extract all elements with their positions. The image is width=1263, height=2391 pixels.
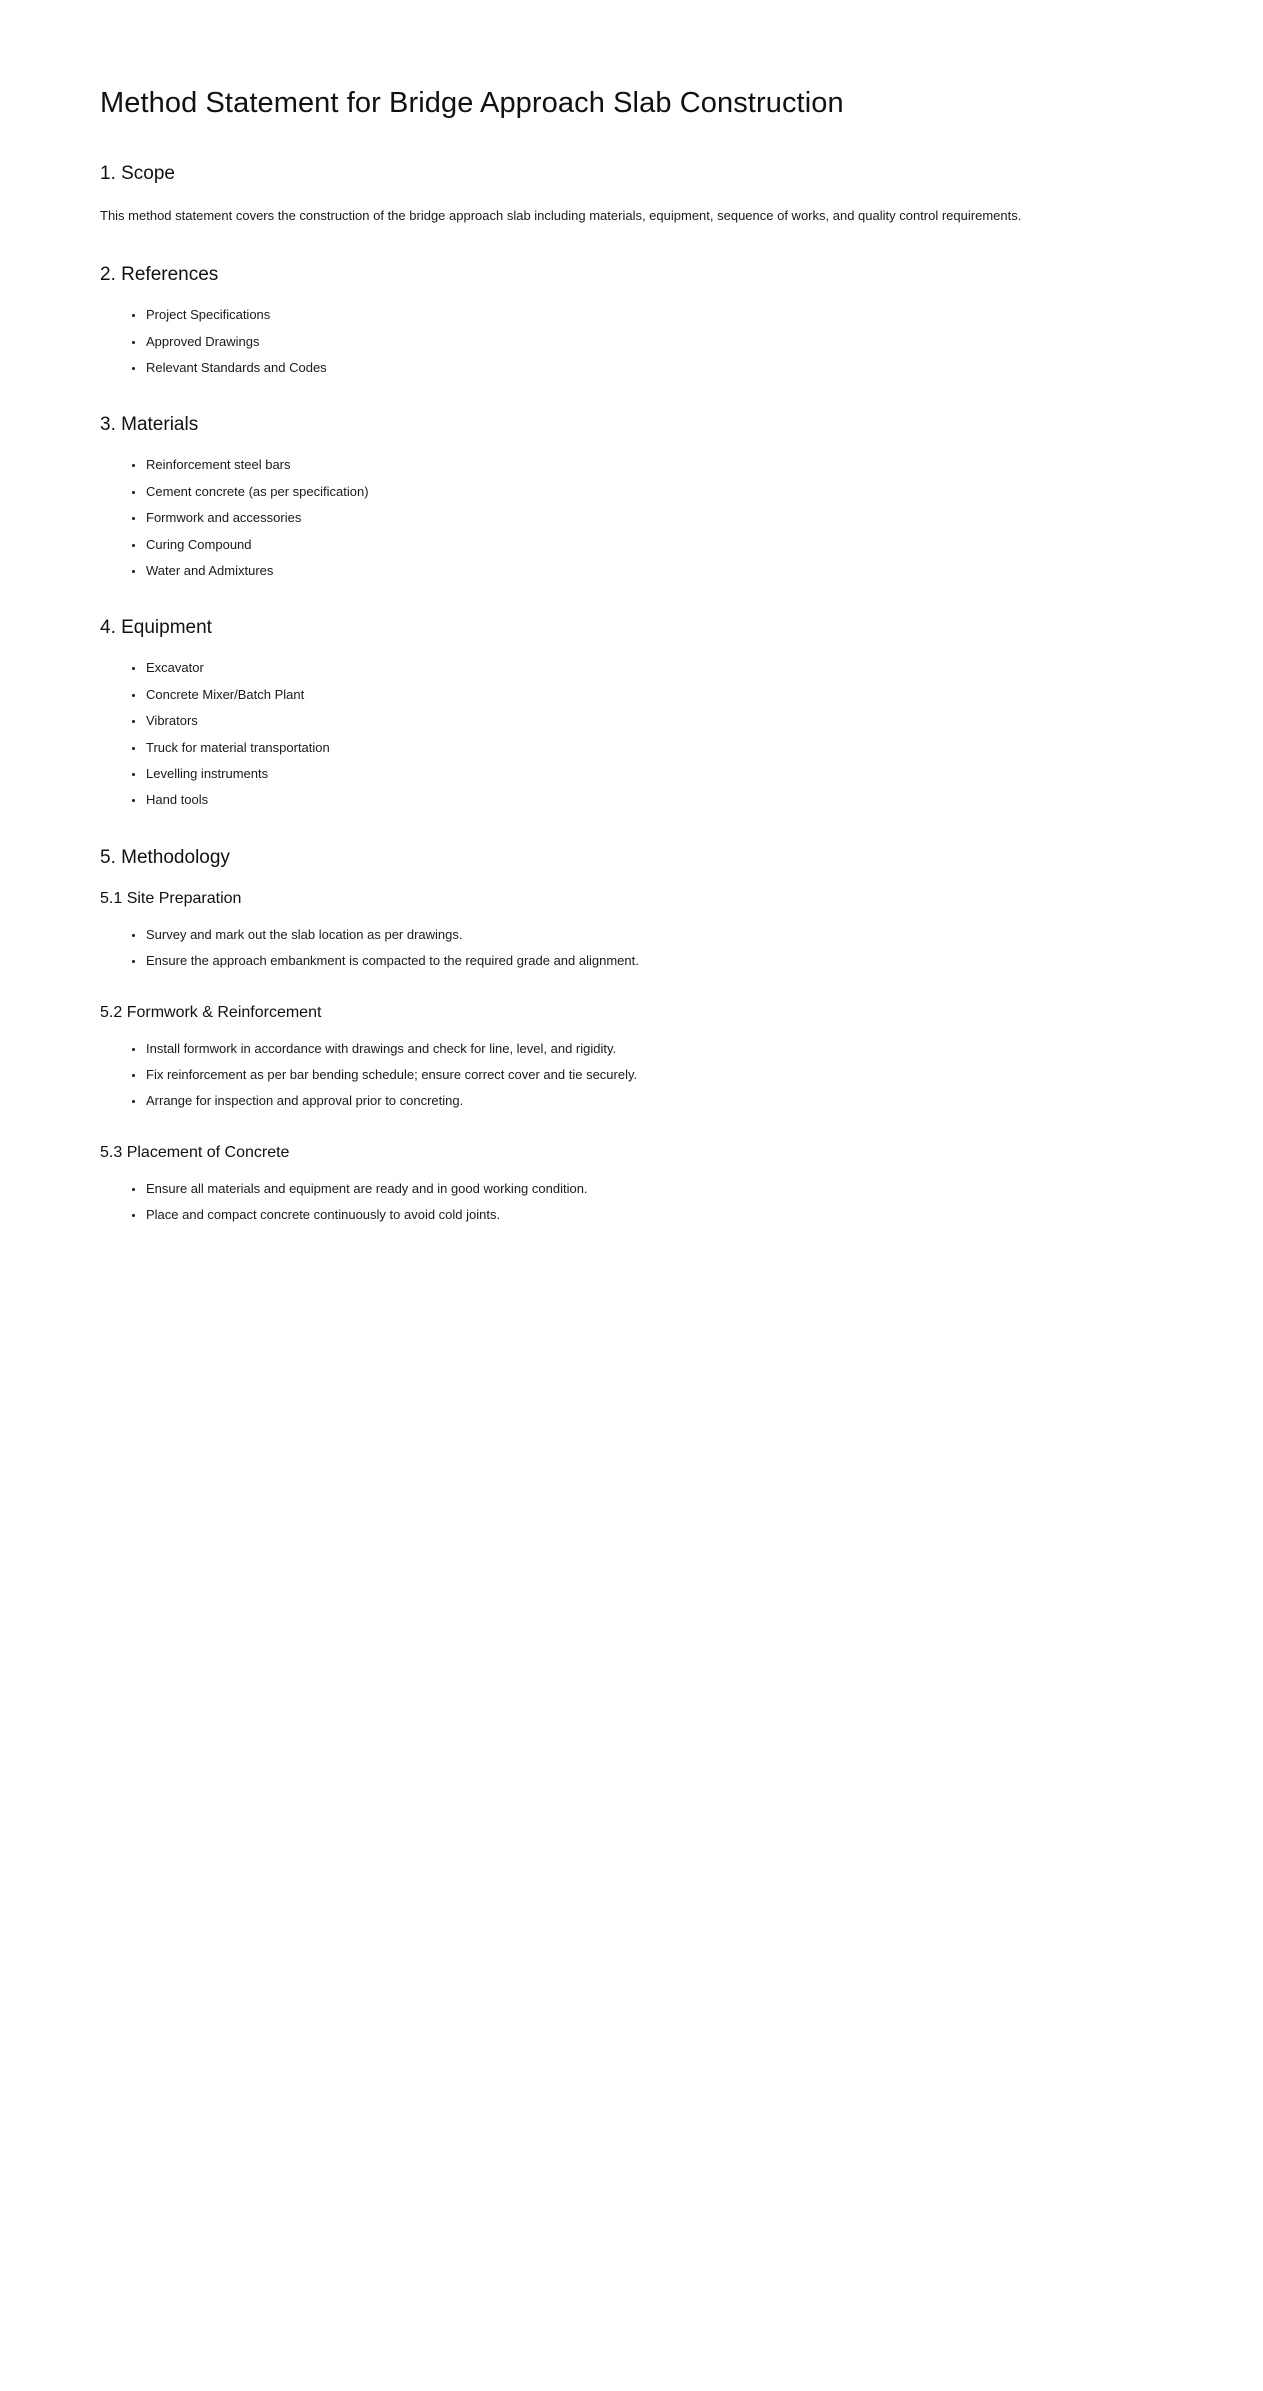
subsection-heading-placement-of-concrete: 5.3 Placement of Concrete — [100, 1143, 290, 1161]
section-materials — [100, 413, 1125, 580]
list-item: Fix reinforcement as per bar bending schedule; ensure correct cover and tie securely. — [132, 1066, 1125, 1084]
list-item: Install formwork in accordance with drawings and check for line, level, and rigidity. — [132, 1040, 1125, 1058]
section-heading-references: 2. References — [100, 264, 219, 286]
list-item: Arrange for inspection and approval prior to concreting. — [132, 1092, 1125, 1110]
list-item: Survey and mark out the slab location as per drawings. — [132, 926, 1125, 944]
section-heading-materials: 3. Materials — [100, 414, 199, 436]
section-methodology — [100, 846, 1125, 1225]
materials-list — [100, 456, 1125, 580]
equipment-list — [100, 659, 1125, 810]
site-preparation-list — [100, 926, 1125, 971]
list-item: Ensure the approach embankment is compacted to the required grade and alignment. — [132, 952, 1125, 970]
subsection-heading-site-preparation: 5.1 Site Preparation — [100, 889, 242, 907]
subsection-heading-formwork-reinforcement: 5.2 Formwork & Reinforcement — [100, 1003, 322, 1021]
list-item: Hand tools — [132, 791, 1125, 809]
list-item: Water and Admixtures — [132, 562, 1125, 580]
list-item: Approved Drawings — [132, 333, 1125, 351]
subsection-site-preparation — [100, 889, 1125, 971]
section-heading-methodology: 5. Methodology — [100, 846, 230, 868]
list-item: Curing Compound — [132, 536, 1125, 554]
section-heading-scope: 1. Scope — [100, 162, 175, 184]
list-item: Project Specifications — [132, 306, 1125, 324]
list-item: Relevant Standards and Codes — [132, 359, 1125, 377]
list-item: Levelling instruments — [132, 765, 1125, 783]
section-heading-equipment: 4. Equipment — [100, 617, 212, 639]
list-item: Cement concrete (as per specification) — [132, 483, 1125, 501]
list-item: Vibrators — [132, 712, 1125, 730]
section-references — [100, 263, 1125, 377]
subsection-formwork-reinforcement — [100, 1003, 1125, 1111]
list-item: Excavator — [132, 659, 1125, 677]
list-item: Ensure all materials and equipment are ready and in good working condition. — [132, 1180, 1125, 1198]
list-item: Formwork and accessories — [132, 509, 1125, 527]
list-item: Place and compact concrete continuously to avoid cold joints. — [132, 1206, 1125, 1224]
page-title: Method Statement for Bridge Approach Slab Construction — [100, 87, 844, 119]
section-scope — [100, 162, 1125, 228]
scope-paragraph: This method statement covers the construction of the bridge approach slab including materials, equipment, sequence of works, and quality control requirements. — [100, 207, 1022, 223]
subsection-placement-of-concrete — [100, 1143, 1125, 1225]
section-equipment — [100, 616, 1125, 809]
placement-of-concrete-list — [100, 1180, 1125, 1225]
list-item: Reinforcement steel bars — [132, 456, 1125, 474]
list-item: Concrete Mixer/Batch Plant — [132, 686, 1125, 704]
formwork-reinforcement-list — [100, 1040, 1125, 1111]
list-item: Truck for material transportation — [132, 739, 1125, 757]
references-list — [100, 306, 1125, 377]
